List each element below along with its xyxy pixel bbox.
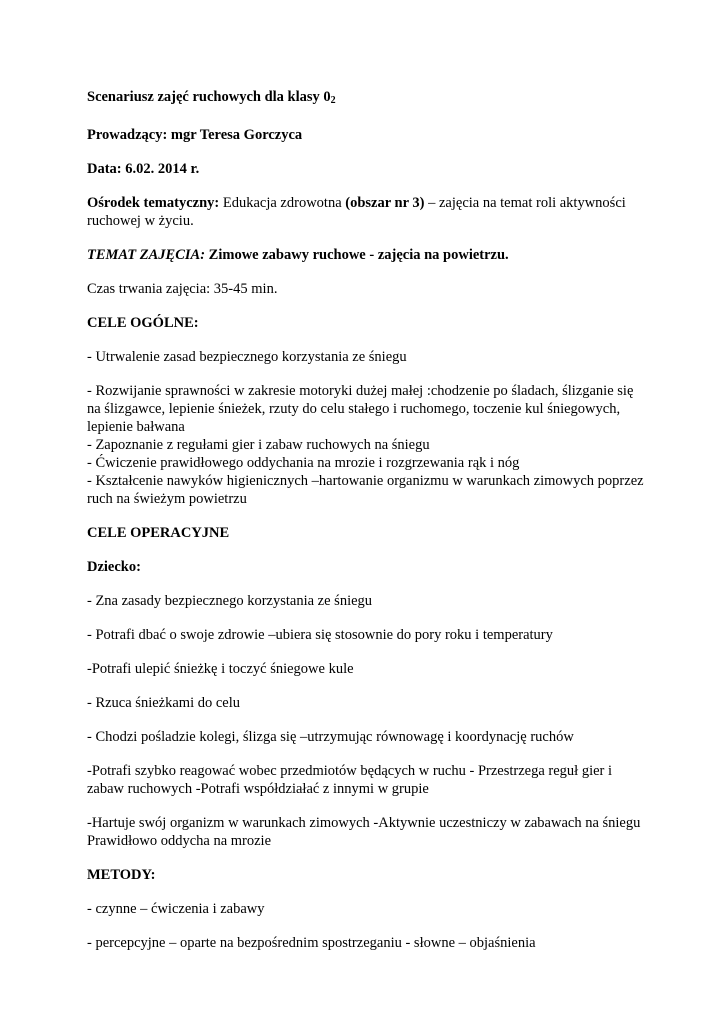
topic-text: Zimowe zabawy ruchowe - zajęcia na powietrzu. [205, 247, 509, 263]
date-line: Data: 6.02. 2014 r. [87, 161, 200, 177]
operational-goals-heading: CELE OPERACYJNE [87, 525, 230, 541]
general-goal-item: - Rozwijanie sprawności w zakresie motoryki dużej małej :chodzenie po śladach, ślizganie się na ślizgawce, lepienie śnieżek, rzuty do celu stałego i ruchomego, toczenie kul śniegowych, lepienie bałwana [87, 383, 634, 435]
operational-goal-item: - Potrafi dbać o swoje zdrowie –ubiera się stosownie do pory roku i temperatury [87, 627, 553, 643]
thematic-center-text2: – zajęcia na temat roli aktywności ruchowej w życiu. [87, 195, 626, 229]
duration-line: Czas trwania zajęcia: 35-45 min. [87, 281, 278, 297]
operational-goal-item: -Hartuje swój organizm w warunkach zimowych -Aktywnie uczestniczy w zabawach na śniegu Prawidłowo oddycha na mrozie [87, 815, 641, 849]
title-text: Scenariusz zajęć ruchowych dla klasy 0 [87, 89, 331, 105]
operational-goal-item: -Potrafi ulepić śnieżkę i toczyć śniegowe kule [87, 661, 354, 677]
thematic-center-label: Ośrodek tematyczny: [87, 195, 220, 211]
general-goals-heading: CELE OGÓLNE: [87, 315, 199, 331]
operational-goal-item: - Zna zasady bezpiecznego korzystania ze śniegu [87, 593, 373, 609]
teacher-line: Prowadzący: mgr Teresa Gorczyca [87, 127, 303, 143]
general-goal-item: - Utrwalenie zasad bezpiecznego korzystania ze śniegu [87, 349, 407, 365]
thematic-center [87, 194, 647, 230]
method-item: - czynne – ćwiczenia i zabawy [87, 901, 265, 917]
document-title [87, 88, 647, 110]
document-page [87, 88, 647, 952]
topic-line [87, 246, 647, 264]
child-subheading: Dziecko: [87, 559, 141, 575]
methods-heading: METODY: [87, 867, 156, 883]
general-goal-item: - Ćwiczenie prawidłowego oddychania na mrozie i rozgrzewania rąk i nóg [87, 455, 520, 471]
general-goal-item: - Zapoznanie z regułami gier i zabaw ruchowych na śniegu [87, 437, 430, 453]
topic-label: TEMAT ZAJĘCIA: [87, 247, 206, 263]
operational-goal-item: -Potrafi szybko reagować wobec przedmiotów będących w ruchu - Przestrzega reguł gier i zabaw ruchowych -Potrafi współdziałać z innymi w grupie [87, 763, 613, 797]
title-subscript: 2 [330, 95, 336, 106]
operational-goal-item: - Chodzi pośladzie kolegi, ślizga się –utrzymując równowagę i koordynację ruchów [87, 729, 574, 745]
method-item: - percepcyjne – oparte na bezpośrednim spostrzeganiu - słowne – objaśnienia [87, 935, 536, 951]
thematic-center-text1: Edukacja zdrowotna [219, 195, 346, 211]
general-goals-block [87, 382, 647, 508]
general-goal-item: - Kształcenie nawyków higienicznych –hartowanie organizmu w warunkach zimowych poprzez ruch na świeżym powietrzu [87, 473, 644, 507]
thematic-center-area: (obszar nr 3) [345, 195, 425, 211]
operational-goal-item: - Rzuca śnieżkami do celu [87, 695, 240, 711]
